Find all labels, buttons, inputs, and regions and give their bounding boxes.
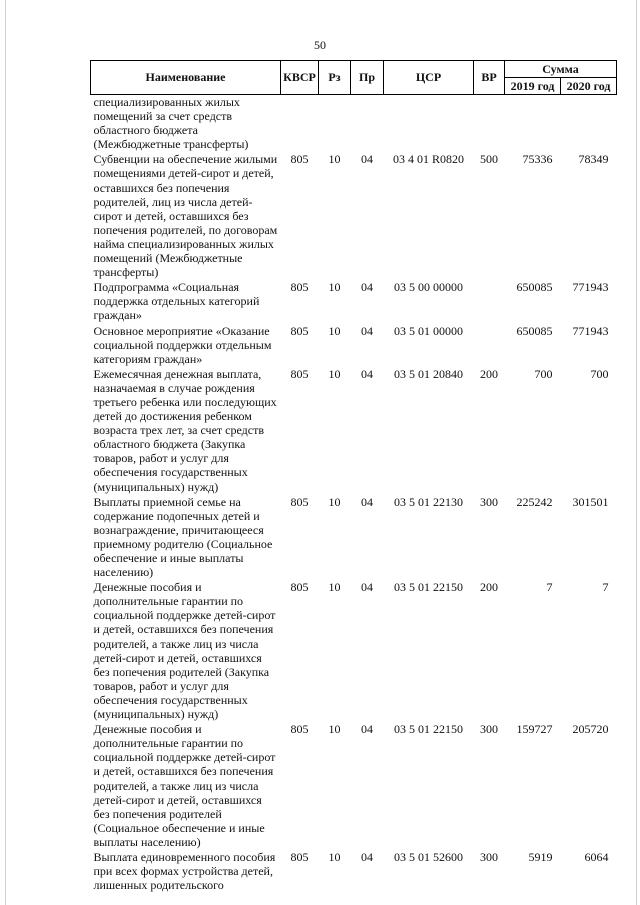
header-pr: Пр <box>351 61 384 95</box>
cell-csr: 03 4 01 R0820 <box>392 152 464 167</box>
page-number: 50 <box>314 38 326 52</box>
cell-pr: 04 <box>361 494 373 509</box>
cell-2020: 700 <box>590 366 609 381</box>
cell-vr: 300 <box>480 494 498 509</box>
budget-table <box>90 60 617 893</box>
cell-2019: 75336 <box>522 152 553 167</box>
cell-vr: 500 <box>480 152 498 167</box>
table-row <box>91 367 617 495</box>
cell-vr <box>474 95 505 153</box>
cell-2019: 5919 <box>528 849 553 864</box>
cell-rz: 10 <box>328 323 341 338</box>
cell-rz: 10 <box>328 280 341 295</box>
header-sum: Сумма <box>505 61 617 78</box>
cell-pr: 04 <box>361 280 373 295</box>
cell-2019: 650085 <box>516 280 553 295</box>
cell-kvsr: 805 <box>290 494 309 509</box>
cell-kvsr: 805 <box>290 366 309 381</box>
header-name: Наименование <box>91 61 281 95</box>
cell-rz: 10 <box>328 366 341 381</box>
table-row <box>91 580 617 722</box>
cell-pr: 04 <box>361 152 373 167</box>
cell-name: Выплата единовременного пособия при всех формах устройства детей, лишенных родительского <box>93 849 276 893</box>
cell-kvsr: 805 <box>290 580 309 595</box>
cell-vr: 200 <box>480 366 498 381</box>
cell-2020: 771943 <box>572 280 609 295</box>
cell-csr: 03 5 01 00000 <box>394 323 463 338</box>
table-row <box>91 850 617 893</box>
scan-edge-left <box>5 0 6 905</box>
cell-kvsr: 805 <box>290 280 309 295</box>
header-csr: ЦСР <box>384 61 474 95</box>
cell-name: Основное мероприятие «Оказание социальной поддержки отдельным категориям граждан» <box>93 323 272 366</box>
cell-rz: 10 <box>328 722 341 737</box>
cell-pr: 04 <box>361 849 373 864</box>
table-row <box>91 95 617 153</box>
cell-2019: 700 <box>534 366 553 381</box>
cell-pr: 04 <box>361 722 373 737</box>
cell-csr <box>384 95 474 153</box>
header-kvsr: КВСР <box>281 61 319 95</box>
cell-2020: 771943 <box>572 323 609 338</box>
cell-name: Денежные пособия и дополнительные гарантии по социальной поддержке детей-сирот и детей, оставшихся без попечения родителей, а также лиц из числа детей-сирот и детей, оставшихся без попечения родителей (Социальное обеспечение и иные выплаты населению) <box>93 722 276 849</box>
cell-2019: 159727 <box>516 722 553 737</box>
cell-name: Подпрограмма «Социальная поддержка отдельных категорий граждан» <box>93 280 260 323</box>
cell-name: специализированных жилых помещений за счет средств областного бюджета (Межбюджетные трансферты) <box>93 95 249 152</box>
header-rz: Рз <box>319 61 351 95</box>
cell-2020 <box>561 95 617 153</box>
cell-pr: 04 <box>361 580 373 595</box>
table-body <box>91 95 617 894</box>
cell-name: Ежемесячная денежная выплата, назначаемая в случае рождения третьего ребенка или последующих детей до достижения ребенком возраста трех лет, за счет средств областного бюджета (Закупка товаров, работ и услуг для обеспечения государственных (муниципальных) нужд) <box>93 366 277 494</box>
table-row <box>91 722 617 850</box>
scan-edge-right <box>636 0 637 905</box>
cell-pr: 04 <box>361 366 373 381</box>
cell-pr <box>351 95 384 153</box>
cell-2020: 6064 <box>584 849 609 864</box>
cell-vr <box>474 280 505 323</box>
cell-kvsr: 805 <box>290 849 309 864</box>
table-row <box>91 280 617 323</box>
cell-vr: 200 <box>480 580 498 595</box>
cell-name: Субвенции на обеспечение жилыми помещениями детей-сирот и детей, оставшихся без попечения родителей, лиц из числа детей-сирот и детей, оставшихся без попечения родителей, по договорам найма специализированных жилых помещений (Межбюджетные трансферты) <box>93 152 278 280</box>
cell-kvsr <box>281 95 319 153</box>
cell-name: Денежные пособия и дополнительные гарантии по социальной поддержке детей-сирот и детей, оставшихся без попечения родителей, а также лиц из числа детей-сирот и детей, оставшихся без попечения родителей (Закупка товаров, работ и услуг для обеспечения государственных (муниципальных) нужд) <box>93 580 276 722</box>
cell-csr: 03 5 01 22150 <box>394 722 463 737</box>
cell-2019: 650085 <box>516 323 553 338</box>
cell-2019: 7 <box>546 580 553 595</box>
cell-2020: 78349 <box>578 152 609 167</box>
cell-csr: 03 5 01 52600 <box>394 849 463 864</box>
cell-csr: 03 5 01 22130 <box>394 494 463 509</box>
table-row <box>91 495 617 581</box>
cell-rz: 10 <box>328 580 341 595</box>
header-year-2020: 2020 год <box>561 78 617 95</box>
cell-rz <box>319 95 351 153</box>
cell-rz: 10 <box>328 494 341 509</box>
cell-2019: 225242 <box>516 494 553 509</box>
header-year-2019: 2019 год <box>505 78 561 95</box>
cell-csr: 03 5 00 00000 <box>394 280 463 295</box>
cell-pr: 04 <box>361 323 373 338</box>
cell-csr: 03 5 01 20840 <box>394 366 463 381</box>
cell-kvsr: 805 <box>290 722 309 737</box>
cell-kvsr: 805 <box>290 323 309 338</box>
table-row <box>91 324 617 367</box>
cell-2019 <box>505 95 561 153</box>
cell-2020: 301501 <box>572 494 609 509</box>
cell-name: Выплаты приемной семье на содержание подопечных детей и вознаграждение, причитающееся приемному родителю (Социальное обеспечение и иные выплаты населению) <box>93 494 273 580</box>
cell-rz: 10 <box>328 152 341 167</box>
cell-kvsr: 805 <box>290 152 309 167</box>
cell-vr <box>474 324 505 367</box>
cell-vr: 300 <box>480 722 498 737</box>
cell-rz: 10 <box>328 849 341 864</box>
table-row <box>91 152 617 280</box>
table-header <box>91 61 617 95</box>
cell-vr: 300 <box>480 849 498 864</box>
cell-2020: 7 <box>602 580 609 595</box>
header-vr: ВР <box>474 61 505 95</box>
cell-2020: 205720 <box>572 722 609 737</box>
cell-csr: 03 5 01 22150 <box>394 580 463 595</box>
